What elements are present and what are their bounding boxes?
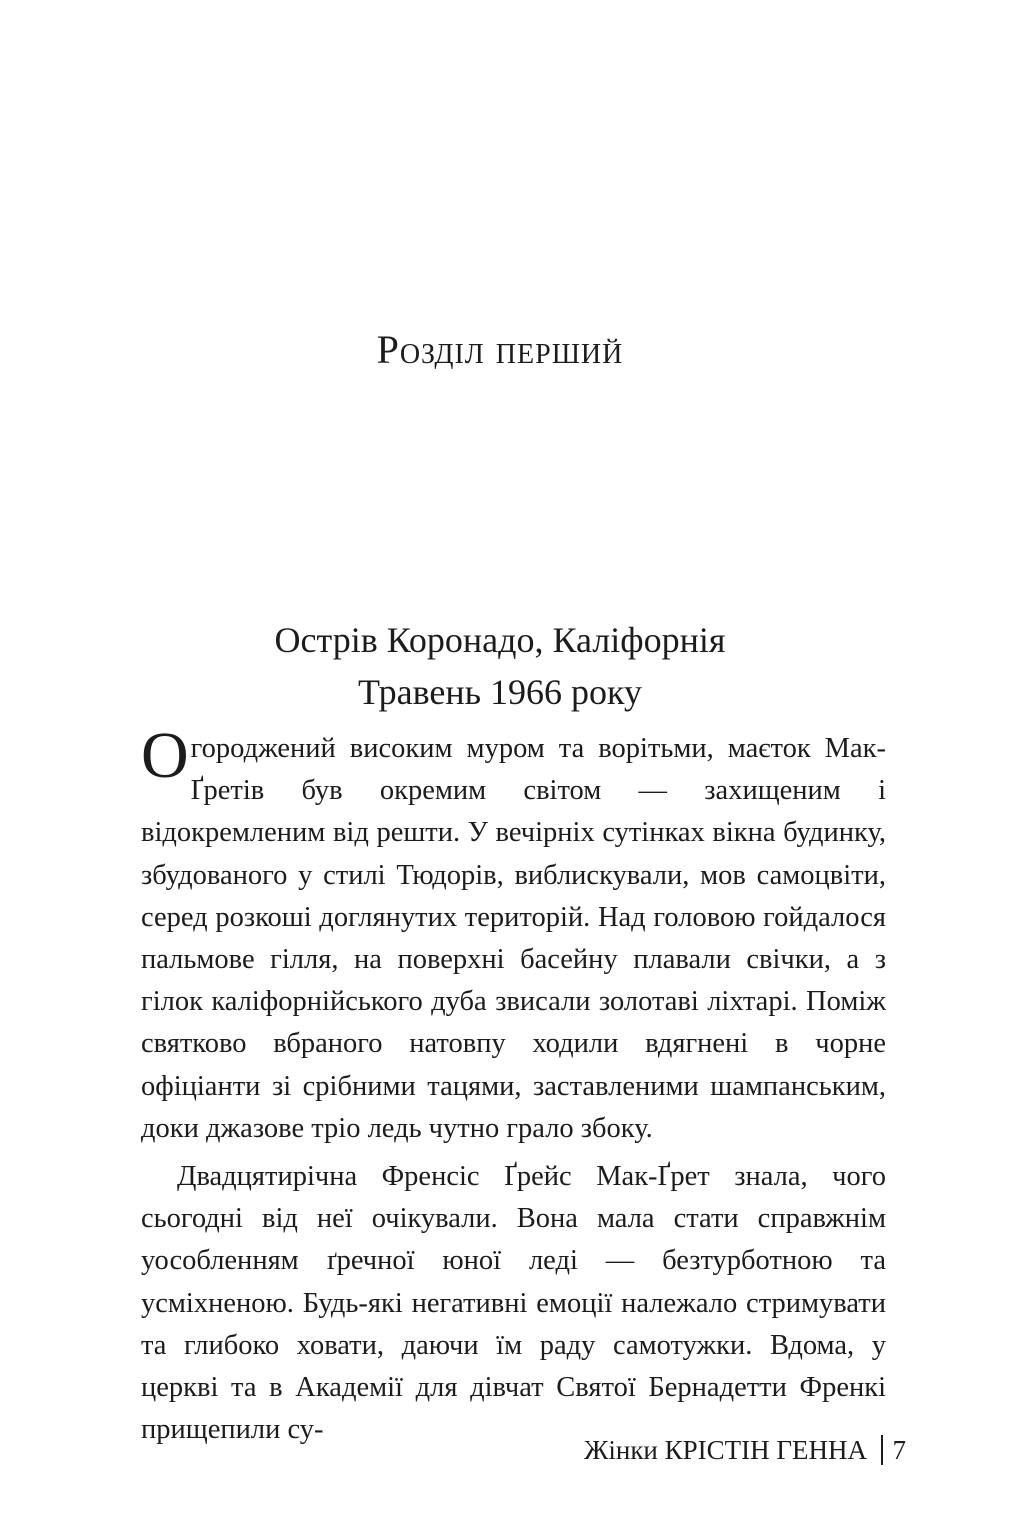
paragraph-1-text: городжений високим муром та ворітьми, маєток Мак-Ґретів був окремим світом — захищеним і відокремленим від решти. У вечірніх сутінках вікна будинку, збудованого у стилі Тюдорів, виблискували, мов самоцвіти, серед розкоші доглянутих територій. Над головою гойдалося пальмове гілля, на поверхні басейну плавали свічки, а з гілок каліфорнійського дуба звисали золотаві ліхтарі. Поміж святково вбраного натовпу ходили вдягнені в чорне офіціанти зі срібними тацями, заставленими шампанським, доки джазове тріо ледь чутно грало збоку. bbox=[141, 733, 886, 1144]
page-number: 7 bbox=[892, 1435, 906, 1465]
footer-separator bbox=[881, 1435, 883, 1465]
chapter-title: Розділ перший bbox=[376, 327, 624, 372]
page-footer bbox=[584, 1432, 906, 1468]
drop-cap: О bbox=[141, 719, 189, 792]
setting-place: Острів Коронадо, Каліфорнія bbox=[274, 620, 726, 660]
body-text bbox=[141, 719, 886, 1451]
paragraph-1 bbox=[141, 719, 886, 1150]
chapter-setting bbox=[0, 614, 1000, 718]
running-head: Жінки КРІСТІН ГЕННА bbox=[584, 1435, 867, 1465]
setting-date: Травень 1966 року bbox=[357, 672, 643, 712]
paragraph-2: Двадцятирічна Френсіс Ґрейс Мак-Ґрет знала, чого сьогодні від неї очікували. Вона мала стати справжнім уособленням ґречної юної леді — безтурботною та усміхненою. Будь-які негативні емоції належало стримувати та глибоко ховати, даючи їм раду самотужки. Вдома, у церкві та в Академії для дівчат Святої Бернадетти Френкі прищепили су- bbox=[141, 1161, 886, 1446]
